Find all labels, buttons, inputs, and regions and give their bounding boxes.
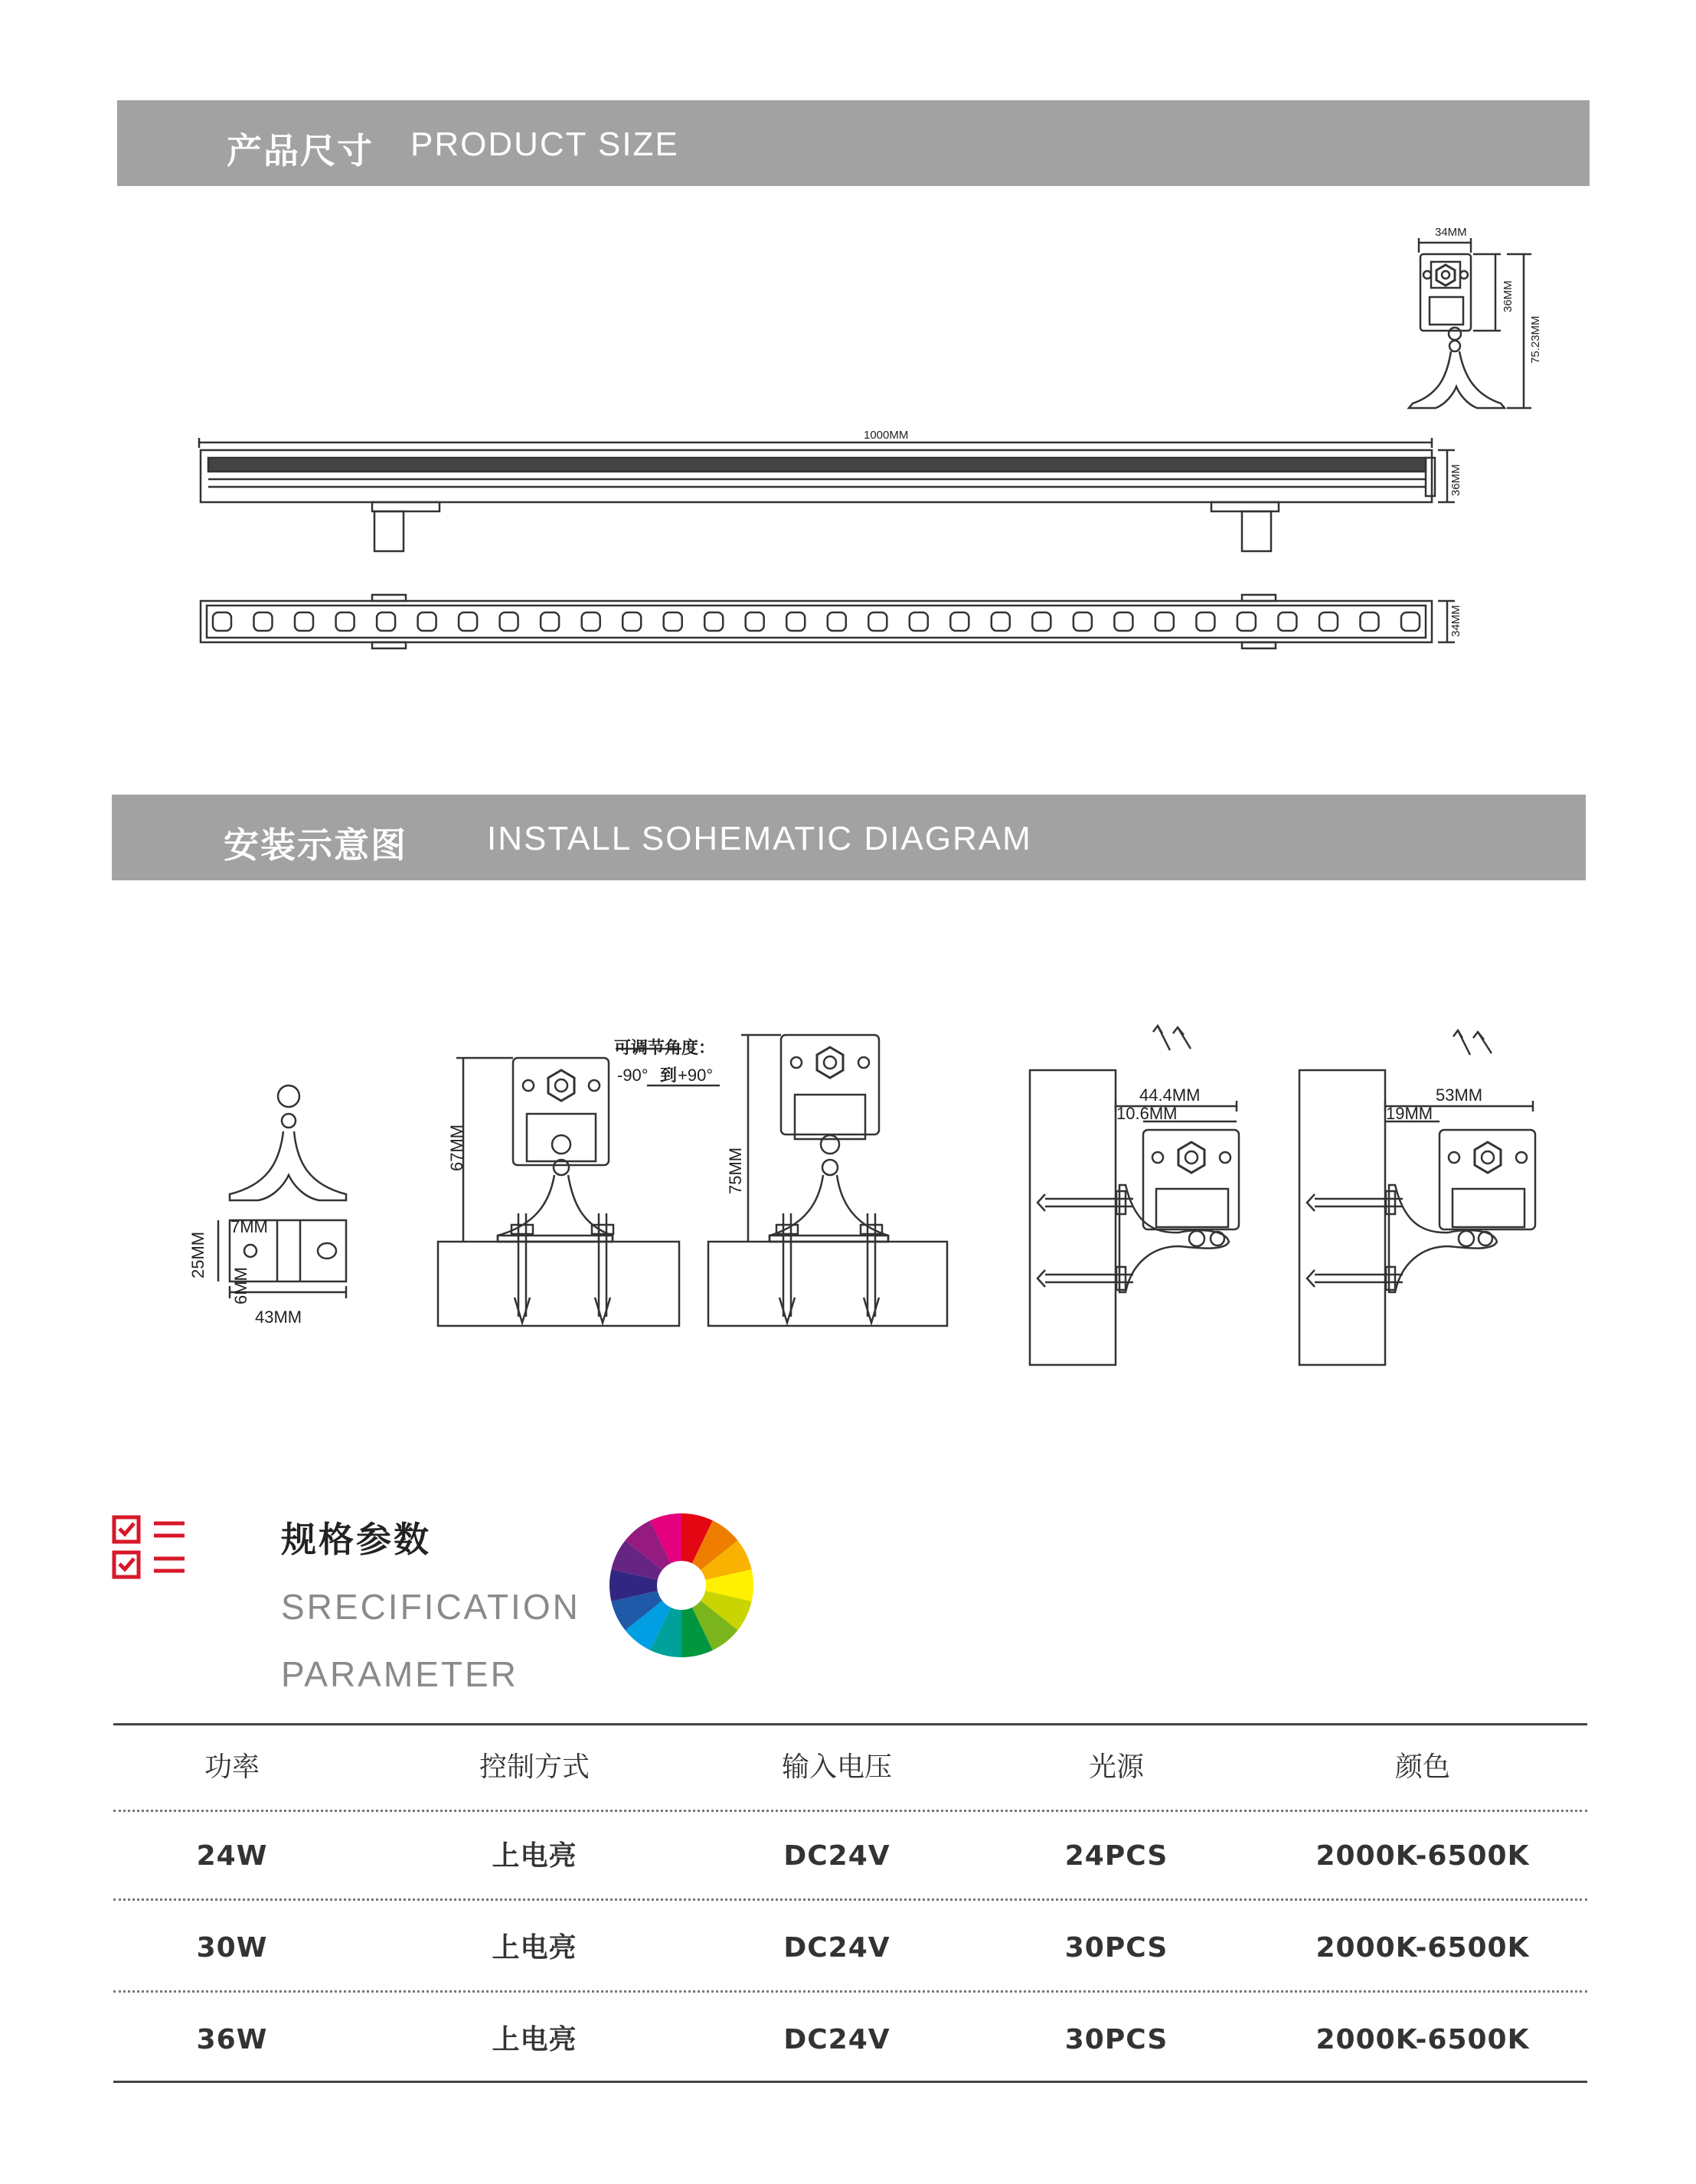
adjust-angle-range-b: +90° <box>678 1066 714 1085</box>
led-bead <box>1155 612 1174 631</box>
color-wheel-icon <box>609 1513 754 1658</box>
spec-table <box>113 1723 1587 2084</box>
dim-wall1-a: 44.4MM <box>1139 1085 1201 1105</box>
table-header-row <box>113 1723 1587 1812</box>
dim-side-height: 36MM <box>1449 464 1462 496</box>
cell-color: 2000K-6500K <box>1315 1932 1530 1964</box>
row-divider <box>113 1898 1587 1901</box>
install-view-1 <box>438 1049 720 1326</box>
section-title-en: INSTALL SOHEMATIC DIAGRAM <box>487 820 1032 857</box>
bracket-detail-drawing <box>218 1085 346 1298</box>
led-bead <box>336 612 355 631</box>
led-bead <box>1237 612 1256 631</box>
top-view-drawing <box>201 595 1455 648</box>
cell-power: 24W <box>196 1840 268 1872</box>
cell-light-source: 24PCS <box>1064 1840 1168 1872</box>
header-light-source: 光源 <box>1088 1751 1144 1783</box>
led-bead <box>295 612 313 631</box>
led-bead <box>786 612 805 631</box>
led-bead <box>213 612 231 631</box>
cell-power: 36W <box>196 2024 268 2055</box>
table-row <box>113 1904 1587 1993</box>
cell-color: 2000K-6500K <box>1315 2024 1530 2055</box>
led-bead <box>1278 612 1296 631</box>
cell-control: 上电亮 <box>492 2024 577 2055</box>
dim-wall2-a: 53MM <box>1436 1085 1483 1105</box>
checklist-icon <box>111 1514 188 1583</box>
led-bead <box>1032 612 1051 631</box>
led-bead <box>582 612 600 631</box>
adjust-angle-from: -90° <box>617 1066 649 1085</box>
wall-install-2 <box>1299 1030 1535 1365</box>
led-bead <box>541 612 559 631</box>
cell-voltage: DC24V <box>783 1932 890 1964</box>
dim-bracket-6: 6MM <box>231 1267 250 1304</box>
cell-power: 30W <box>196 1932 268 1964</box>
table-bottom-rule <box>113 2081 1587 2083</box>
led-bead <box>1073 612 1092 631</box>
cell-color: 2000K-6500K <box>1315 1840 1530 1872</box>
dim-bracket-7: 7MM <box>230 1217 268 1236</box>
led-bead <box>992 612 1010 631</box>
section-title-cn: 产品尺寸 <box>227 130 374 171</box>
cell-voltage: DC24V <box>783 2024 890 2055</box>
adjust-angle-label: 可调节角度： <box>614 1038 716 1057</box>
end-view-drawing <box>1409 238 1531 408</box>
led-bead <box>1114 612 1132 631</box>
table-row <box>113 1812 1587 1901</box>
table-row <box>113 1996 1587 2084</box>
led-bead <box>868 612 887 631</box>
cell-control: 上电亮 <box>492 1840 577 1872</box>
cell-control: 上电亮 <box>492 1932 577 1964</box>
dim-length: 1000MM <box>864 429 909 442</box>
led-bead <box>664 612 682 631</box>
spec-title-en <box>281 1573 580 1708</box>
dim-bracket-height: 25MM <box>188 1231 208 1278</box>
cell-voltage: DC24V <box>783 1840 890 1872</box>
led-bead <box>1196 612 1214 631</box>
led-bead <box>1361 612 1379 631</box>
spec-title-cn: 规格参数 <box>281 1519 431 1560</box>
header-control: 控制方式 <box>479 1751 590 1783</box>
dim-end-height: 36MM <box>1502 280 1515 312</box>
dim-install-67: 67MM <box>447 1124 466 1171</box>
led-bead <box>1401 612 1420 631</box>
led-bead <box>254 612 273 631</box>
led-bead <box>623 612 641 631</box>
dim-wall2-b: 19MM <box>1386 1104 1433 1123</box>
dim-end-total: 75.23MM <box>1529 315 1542 364</box>
led-bead <box>459 612 477 631</box>
spec-title-en-line1: SRECIFICATION <box>281 1587 580 1627</box>
dim-wall1-b: 10.6MM <box>1116 1104 1178 1123</box>
header-power: 功率 <box>204 1751 260 1783</box>
header-voltage: 输入电压 <box>781 1751 892 1783</box>
led-bead <box>828 612 846 631</box>
dimension-labels <box>188 226 1542 1327</box>
dim-bracket-width: 43MM <box>255 1307 302 1327</box>
wall-install-1 <box>1030 1026 1239 1365</box>
led-bead <box>746 612 764 631</box>
led-bead <box>418 612 436 631</box>
dim-top-height: 34MM <box>1449 605 1462 637</box>
row-divider <box>113 1990 1587 1993</box>
section-title-en: PRODUCT SIZE <box>410 126 679 163</box>
led-bead <box>704 612 723 631</box>
led-bead <box>377 612 395 631</box>
led-bead <box>950 612 969 631</box>
led-bead <box>500 612 518 631</box>
dim-end-width: 34MM <box>1435 226 1467 239</box>
cell-light-source: 30PCS <box>1064 2024 1168 2055</box>
section-title-cn: 安装示意图 <box>224 824 407 866</box>
header-color: 颜色 <box>1394 1751 1450 1783</box>
adjust-angle-to: 到 <box>660 1066 678 1085</box>
led-bead <box>1319 612 1338 631</box>
spec-title-en-line2: PARAMETER <box>281 1654 518 1694</box>
dim-install-75: 75MM <box>726 1147 745 1194</box>
cell-light-source: 30PCS <box>1064 1932 1168 1964</box>
side-view-drawing <box>199 438 1455 551</box>
led-bead <box>910 612 928 631</box>
